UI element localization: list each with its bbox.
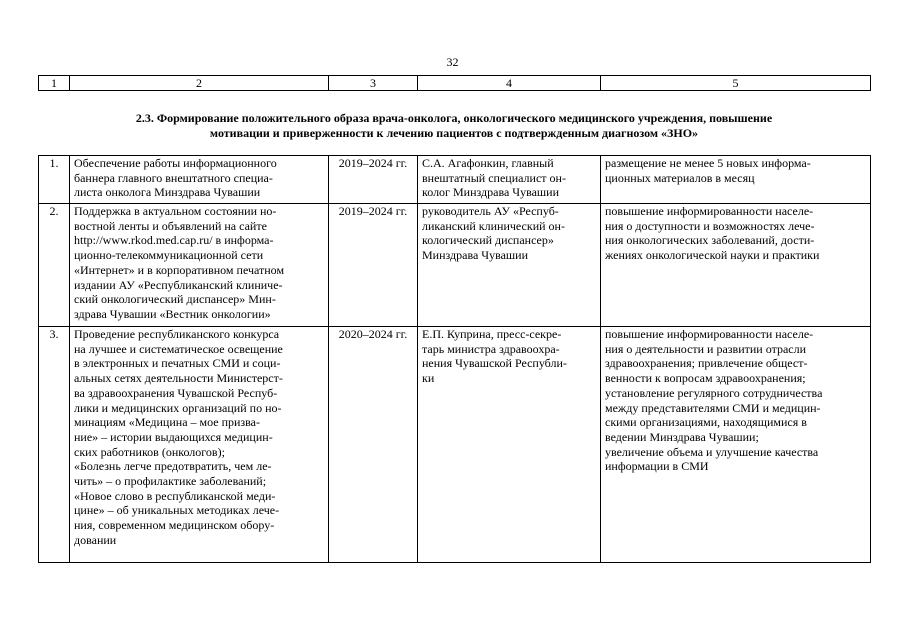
result-text: повышение информированности населе- ния о деятельности и развитии отрасли здравоохранения; привлечение общест- венности к вопросам здравоохранения; установление регулярного сотрудничества между представителями СМИ и медицин- скими организациями, находящимися в ведении Минздрава Чувашии; увеличение объема и улучшение качества информации в СМИ [605, 327, 823, 474]
event-text: Поддержка в актуальном состоянии но- востной ленты и объявлений на сайте http://www.rkod.med.cap.ru/ в информа- ционно-телекоммуникационной сети «Интернет» и в корпоративном печатном издании АУ «Республиканский клиниче- ский онкологический диспансер» Мин- здрава Чувашии «Вестник онкологии» [74, 204, 285, 321]
event-cell [70, 204, 329, 327]
page-number: 32 [446, 55, 459, 69]
result-cell [601, 156, 871, 204]
section-title-line: 2.3. Формирование положительного образа врача-онколога, онкологического медицинского учреждения, повышение [135, 111, 773, 125]
result-text: размещение не менее 5 новых информа- ционных материалов в месяц [605, 156, 811, 185]
column-number: 3 [329, 76, 418, 91]
responsible-cell [418, 327, 601, 563]
table-row [39, 327, 871, 563]
responsible-text: С.А. Агафонкин, главный внештатный специалист он- колог Минздрава Чувашии [422, 156, 566, 200]
responsible-text: Е.П. Куприна, пресс-секре- тарь министра здравоохра- нения Чувашской Республи- ки [422, 327, 567, 386]
event-text: Обеспечение работы информационного баннера главного внештатного специа- листа онколога Минздрава Чувашии [74, 156, 277, 200]
responsible-cell [418, 204, 601, 327]
row-number: 2. [39, 204, 70, 327]
column-number-header [38, 75, 871, 91]
period-cell: 2020–2024 гг. [329, 327, 418, 563]
event-text: Проведение республиканского конкурса на лучшее и систематическое освещение в электронных и печатных СМИ и соци- альных сетях деятельности Министерст- ва здравоохранения Чувашской Респуб- лики и медицинских организаций по но- минациям «Медицина – мое призва- ние» – истории выдающихся медицин- ских работников (онкологов); «Болезнь легче предотвратить, чем ле- чить» – о профилактике заболеваний; «Новое слово в республиканской меди- цине» – об уникальных методиках лече- ния, современном медицинском обору- довании [74, 327, 283, 547]
row-number: 1. [39, 156, 70, 204]
responsible-cell [418, 156, 601, 204]
event-cell [70, 156, 329, 204]
period-cell: 2019–2024 гг. [329, 156, 418, 204]
row-number: 3. [39, 327, 70, 563]
column-number: 1 [39, 76, 70, 91]
result-cell [601, 204, 871, 327]
period-cell: 2019–2024 гг. [329, 204, 418, 327]
responsible-text: руководитель АУ «Респуб- ликанский клинический он- кологический диспансер» Минздрава Чувашии [422, 204, 565, 263]
column-number: 2 [70, 76, 329, 91]
table-row [39, 204, 871, 327]
section-title-line: мотивации и приверженности к лечению пациентов с подтвержденным диагнозом «ЗНО» [209, 126, 699, 140]
result-text: повышение информированности населе- ния о доступности и возможностях лече- ния онкологических заболеваний, дости- жениях онкологической науки и практики [605, 204, 820, 263]
table-row [39, 156, 871, 204]
column-number-row [39, 76, 871, 91]
measures-table [38, 155, 871, 563]
column-number: 5 [601, 76, 871, 91]
section-title [38, 111, 870, 141]
event-cell [70, 327, 329, 563]
result-cell [601, 327, 871, 563]
column-number: 4 [418, 76, 601, 91]
